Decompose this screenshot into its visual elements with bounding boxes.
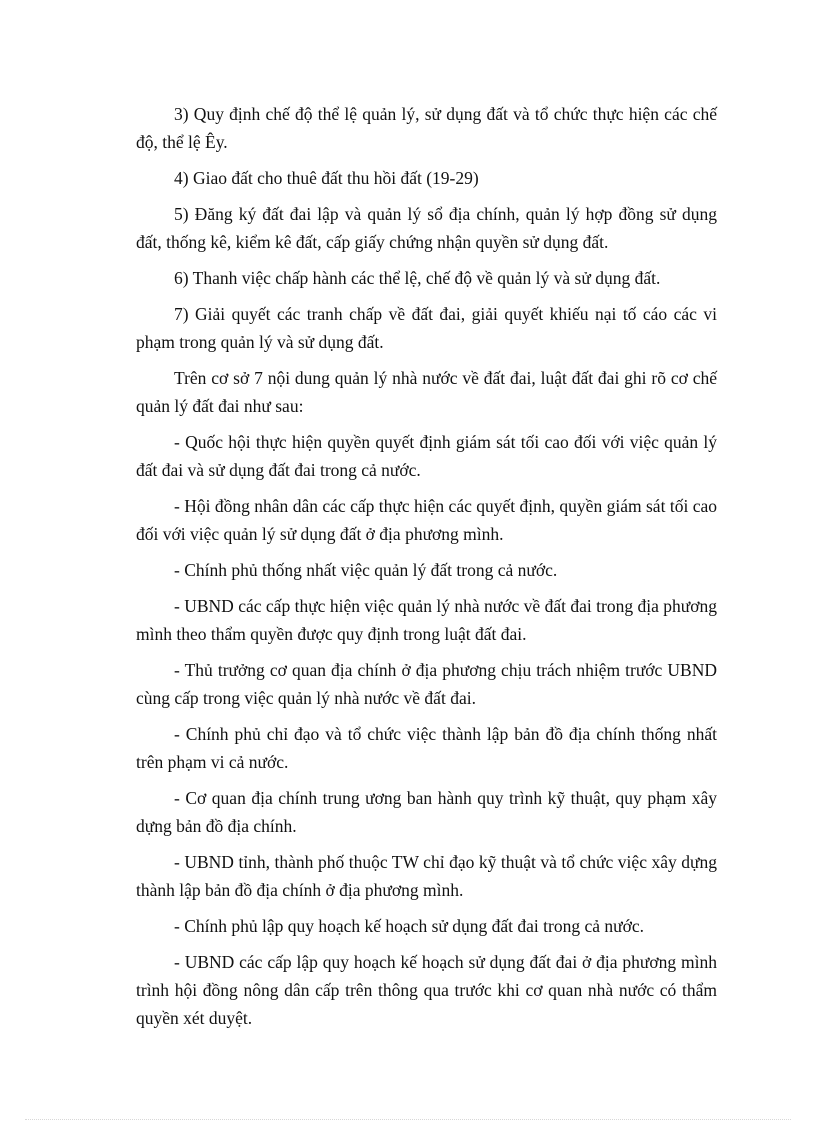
document-body: [136, 100, 717, 1040]
paragraph-mechanism-intro: Trên cơ sở 7 nội dung quản lý nhà nước về đất đai, luật đất đai ghi rõ cơ chế quản lý đất đai như sau:: [136, 368, 717, 416]
paragraph-cadastral-head: - Thủ trưởng cơ quan địa chính ở địa phương chịu trách nhiệm trước UBND cùng cấp trong việc quản lý nhà nước về đất đai.: [136, 660, 717, 708]
paragraph-national-assembly: - Quốc hội thực hiện quyền quyết định giám sát tối cao đối với việc quản lý đất đai và sử dụng đất đai trong cả nước.: [136, 432, 717, 480]
paragraph-people-council: - Hội đồng nhân dân các cấp thực hiện các quyết định, quyền giám sát tối cao đối với việc quản lý sử dụng đất ở địa phương mình.: [136, 496, 717, 544]
paragraph-item-5: 5) Đăng ký đất đai lập và quản lý sổ địa chính, quản lý hợp đồng sử dụng đất, thống kê, kiểm kê đất, cấp giấy chứng nhận quyền sử dụng đất.: [136, 204, 717, 252]
paragraph-item-7: 7) Giải quyết các tranh chấp về đất đai, giải quyết khiếu nại tố cáo các vi phạm trong quản lý và sử dụng đất.: [136, 304, 717, 352]
paragraph-provincial-ubnd: - UBND tỉnh, thành phố thuộc TW chỉ đạo kỹ thuật và tổ chức việc xây dựng thành lập bản đồ địa chính ở địa phương mình.: [136, 852, 717, 900]
paragraph-ubnd-levels: - UBND các cấp thực hiện việc quản lý nhà nước về đất đai trong địa phương mình theo thẩm quyền được quy định trong luật đất đai.: [136, 596, 717, 644]
paragraph-ubnd-planning: - UBND các cấp lập quy hoạch kế hoạch sử dụng đất đai ở địa phương mình trình hội đồng nông dân cấp trên thông qua trước khi cơ quan nhà nước có thẩm quyền xét duyệt.: [136, 952, 717, 1028]
page-bottom-divider: [25, 1119, 791, 1120]
paragraph-central-cadastral: - Cơ quan địa chính trung ương ban hành quy trình kỹ thuật, quy phạm xây dựng bản đồ địa chính.: [136, 788, 717, 836]
paragraph-government-mapping: - Chính phủ chỉ đạo và tổ chức việc thành lập bản đồ địa chính thống nhất trên phạm vi cả nước.: [136, 724, 717, 772]
paragraph-government-unified: - Chính phủ thống nhất việc quản lý đất trong cả nước.: [174, 560, 558, 580]
paragraph-item-4: 4) Giao đất cho thuê đất thu hồi đất (19-29): [174, 168, 479, 188]
paragraph-item-6: 6) Thanh việc chấp hành các thể lệ, chế độ về quản lý và sử dụng đất.: [174, 268, 661, 288]
paragraph-government-planning: - Chính phủ lập quy hoạch kế hoạch sử dụng đất đai trong cả nước.: [174, 916, 644, 936]
paragraph-item-3: 3) Quy định chế độ thể lệ quản lý, sử dụng đất và tổ chức thực hiện các chế độ, thể lệ Êy.: [136, 104, 717, 152]
